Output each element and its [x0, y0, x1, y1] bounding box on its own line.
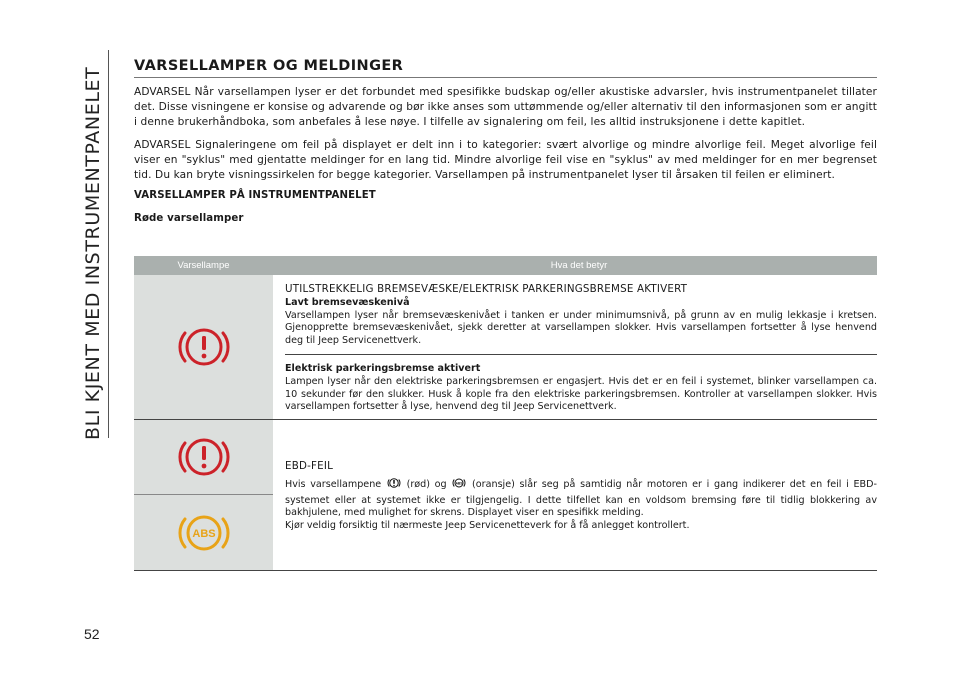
- row-title: EBD-FEIL: [285, 460, 334, 472]
- subheading-red-lamps: Røde varsellamper: [134, 213, 244, 225]
- brake-warning-icon: [134, 275, 273, 419]
- lamp-cell: [134, 275, 273, 419]
- table-row: [134, 275, 877, 419]
- low-brake-fluid-block: [285, 275, 877, 354]
- abs-warning-icon: [134, 495, 273, 570]
- low-brake-fluid-label: Lavt bremsevæskenivå: [285, 296, 410, 308]
- column-header-lamp: Varsellampe: [177, 260, 230, 271]
- page-heading: VARSELLAMPER OG MELDINGER: [134, 58, 877, 78]
- meaning-cell: [285, 420, 877, 570]
- section-title-rule: [108, 50, 109, 438]
- table-header: [134, 256, 877, 275]
- warning-paragraph-2: ADVARSEL Signaleringene om feil på displayet er delt inn i to kategorier: svært alvorlige og mindre alvorlige feil. Meget alvorlige feil viser en "syklus" med gjentatte meldinger for en lang tid. Mindre alvorlige feil vise en "syklus" av med meldinger for en mer begrenset tid. Du kan bryte visningssirkelen for begge kategorier. Varsellampen på instrumentpanelet lyser til årsaken til feilen er eliminert.: [134, 138, 877, 182]
- brake-warning-inline-icon: [387, 476, 401, 495]
- svg-text:ABS: ABS: [191, 527, 216, 540]
- table-bottom-divider: [134, 570, 877, 571]
- ebd-fault-text: Hvis varsellampene (rød) og ABS (oransje) slår seg på samtidig når motoren er i gang indikerer det en feil i EBD-systemet eller at systemet ikke er tilgjengelig. I dette tilfellet kan en voldsom bremsing føre til tidlig blokkering av bakhjulene, med mulighet for skrens. Displayet viser en spesifikk melding.: [285, 476, 877, 520]
- warning-paragraph-1: ADVARSEL Når varsellampen lyser er det forbundet med spesifikke budskap og/eller akustiske advarsler, hvis instrumentpanelet tillater det. Disse visningene er konsise og advarende og bør ikke anses som uttømmende og/eller alternativ til den informasjonen som er angitt i denne brukerhåndboka, som anbefales å lese nøye. I tilfelle av signalering om feil, les alltid instruksjonene i dette kapitlet.: [134, 86, 877, 129]
- low-brake-fluid-text: Varsellampen lyser når bremsevæskenivået i tanken er under minimumsnivå, på grunn av en mulig lekkasje i kretsen. Gjenopprette bremsevæskenivået, sjekk deretter at varsellampen slokker. Hvis varsellampen fortsetter å lyse henvend deg til Jeep Servicenettverk.: [285, 309, 877, 347]
- parking-brake-text: Lampen lyser når den elektriske parkeringsbremsen er engasjert. Hvis det er en feil i systemet, blinker varsellampen ca. 10 sekunder før den slukker. Husk å kople fra den elektriske parkeringsbremsen. Kontroller at varsellampen slokker. Hvis varsellampen fortsetter å lyse, henvend deg til Jeep Servicenettverk.: [285, 375, 877, 413]
- main-content: [134, 58, 877, 236]
- section-title: BLI KJENT MED INSTRUMENTPANELET: [82, 66, 104, 440]
- column-header-meaning: Hva det betyr: [550, 260, 608, 271]
- meaning-cell: [285, 275, 877, 419]
- parking-brake-label: Elektrisk parkeringsbremse aktivert: [285, 362, 481, 374]
- ebd-fault-block: [285, 420, 877, 539]
- parking-brake-block: [285, 355, 877, 420]
- warning-lamp-table: [134, 256, 877, 571]
- svg-text:ABS: ABS: [455, 481, 463, 486]
- row-title: UTILSTREKKELIG BREMSEVÆSKE/ELEKTRISK PARKERINGSBREMSE AKTIVERT: [285, 283, 688, 295]
- lamp-cell: [134, 420, 273, 570]
- table-row: [134, 420, 877, 570]
- brake-warning-icon: [134, 420, 273, 494]
- abs-inline-icon: [452, 476, 466, 495]
- subheading-warning-lamps: VARSELLAMPER PÅ INSTRUMENTPANELET: [134, 190, 376, 202]
- page-number: 52: [84, 626, 100, 642]
- ebd-advice-text: Kjør veldig forsiktig til nærmeste Jeep Servicenetteverk for å få anlegget kontrollert.: [285, 520, 690, 532]
